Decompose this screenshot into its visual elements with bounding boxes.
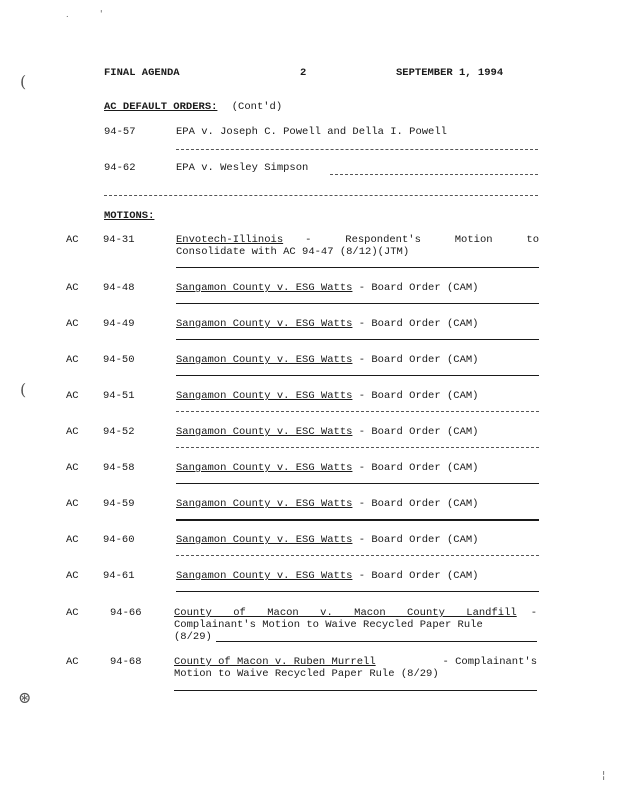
rule	[176, 555, 539, 556]
motion-rest: - Board Order (CAM)	[358, 390, 479, 402]
item-number: 94-62	[104, 162, 136, 174]
motion-rest: Consolidate with AC 94-47 (8/12)(JTM)	[176, 246, 410, 258]
motion-line	[174, 656, 537, 668]
motion-number: 94-68	[110, 656, 142, 668]
motion-case: Envotech-Illinois	[176, 234, 284, 246]
ac-label: AC	[66, 570, 79, 582]
scan-speck: .	[66, 10, 69, 19]
contd-label: (Cont'd)	[231, 101, 283, 113]
motion-number: 94-51	[103, 390, 135, 402]
ac-label: AC	[66, 607, 79, 619]
ac-label: AC	[66, 234, 79, 246]
motion-rest: Motion to Waive Recycled Paper Rule (8/29)	[174, 668, 439, 680]
rule	[104, 195, 538, 196]
agenda-date: SEPTEMBER 1, 1994	[396, 67, 504, 79]
motion-case: Sangamon County v. ESG Watts	[176, 462, 353, 474]
ac-label: AC	[66, 426, 79, 438]
margin-mark: ⊛	[18, 688, 32, 707]
motion-line	[176, 570, 478, 582]
motion-number: 94-59	[103, 498, 135, 510]
motion-number: 94-61	[103, 570, 135, 582]
rule	[176, 339, 539, 340]
motion-rest: - Board Order (CAM)	[358, 282, 479, 294]
section-heading	[104, 101, 282, 113]
rule	[216, 641, 537, 642]
motion-rest: - Board Order (CAM)	[358, 570, 479, 582]
ac-label: AC	[66, 354, 79, 366]
ac-label: AC	[66, 390, 79, 402]
motion-line	[176, 282, 478, 294]
motion-number: 94-66	[110, 607, 142, 619]
motion-case: Sangamon County v. ESG Watts	[176, 570, 353, 582]
ac-default-orders-heading: AC DEFAULT ORDERS:	[104, 101, 218, 113]
motion-rest: - Complainant's	[442, 656, 537, 668]
agenda-title: FINAL AGENDA	[104, 67, 180, 79]
ac-label: AC	[66, 656, 79, 668]
motion-rest: -	[530, 607, 537, 619]
margin-mark: (	[20, 72, 27, 91]
motion-line	[174, 607, 537, 619]
motion-rest: - Board Order (CAM)	[358, 354, 479, 366]
rule	[176, 519, 539, 521]
rule	[176, 375, 539, 376]
motion-case: Sangamon County v. ESG Watts	[176, 498, 353, 510]
rule	[176, 303, 539, 304]
page-number: 2	[300, 67, 307, 79]
motion-rest: Complainant's Motion to Waive Recycled Paper Rule	[174, 619, 483, 631]
ac-label: AC	[66, 534, 79, 546]
rule	[176, 267, 539, 268]
motion-case: Sangamon County v. ESG Watts	[176, 282, 353, 294]
rule	[176, 411, 539, 412]
motion-line	[176, 354, 478, 366]
rule	[176, 149, 538, 150]
motion-rest: - Board Order (CAM)	[358, 462, 479, 474]
ac-label: AC	[66, 318, 79, 330]
motion-rest: - Board Order (CAM)	[358, 318, 479, 330]
motion-line	[176, 318, 478, 330]
motion-case: County of Macon v. Ruben Murrell	[174, 656, 376, 668]
motion-number: 94-48	[103, 282, 135, 294]
rule	[330, 174, 538, 175]
item-text: EPA v. Wesley Simpson	[176, 162, 309, 174]
motion-number: 94-50	[103, 354, 135, 366]
motion-case: Sangamon County v. ESG Watts	[176, 318, 353, 330]
rule	[176, 591, 539, 592]
rule	[176, 483, 539, 484]
item-text: EPA v. Joseph C. Powell and Della I. Powell	[176, 126, 447, 138]
motion-rest: - Respondent's Motion to	[305, 234, 539, 246]
motion-number: 94-58	[103, 462, 135, 474]
motion-case: County of Macon v. Macon County Landfill	[174, 607, 517, 619]
rule	[176, 447, 539, 448]
motion-line	[176, 534, 478, 546]
ac-label: AC	[66, 282, 79, 294]
motion-case: Sangamon County v. ESG Watts	[176, 390, 353, 402]
motion-rest: - Board Order (CAM)	[358, 498, 479, 510]
motion-case: Sangamon County v. ESG Watts	[176, 534, 353, 546]
ac-label: AC	[66, 462, 79, 474]
motion-rest: - Board Order (CAM)	[358, 426, 479, 438]
margin-mark: (	[20, 380, 27, 399]
scan-speck: '	[100, 10, 103, 20]
motion-rest: (8/29)	[174, 631, 212, 643]
item-number: 94-57	[104, 126, 136, 138]
motion-case: Sangamon County v. ESC Watts	[176, 426, 353, 438]
motion-line	[176, 234, 539, 246]
motion-case: Sangamon County v. ESG Watts	[176, 354, 353, 366]
rule	[174, 690, 537, 691]
motion-line	[176, 462, 478, 474]
ac-label: AC	[66, 498, 79, 510]
motion-line	[176, 426, 478, 438]
motion-number: 94-31	[103, 234, 135, 246]
scan-speck: ¦	[602, 770, 606, 781]
motion-line	[176, 498, 478, 510]
motion-line	[176, 390, 478, 402]
motion-rest: - Board Order (CAM)	[358, 534, 479, 546]
motion-number: 94-52	[103, 426, 135, 438]
motion-number: 94-60	[103, 534, 135, 546]
motions-heading: MOTIONS:	[104, 210, 155, 222]
motion-number: 94-49	[103, 318, 135, 330]
